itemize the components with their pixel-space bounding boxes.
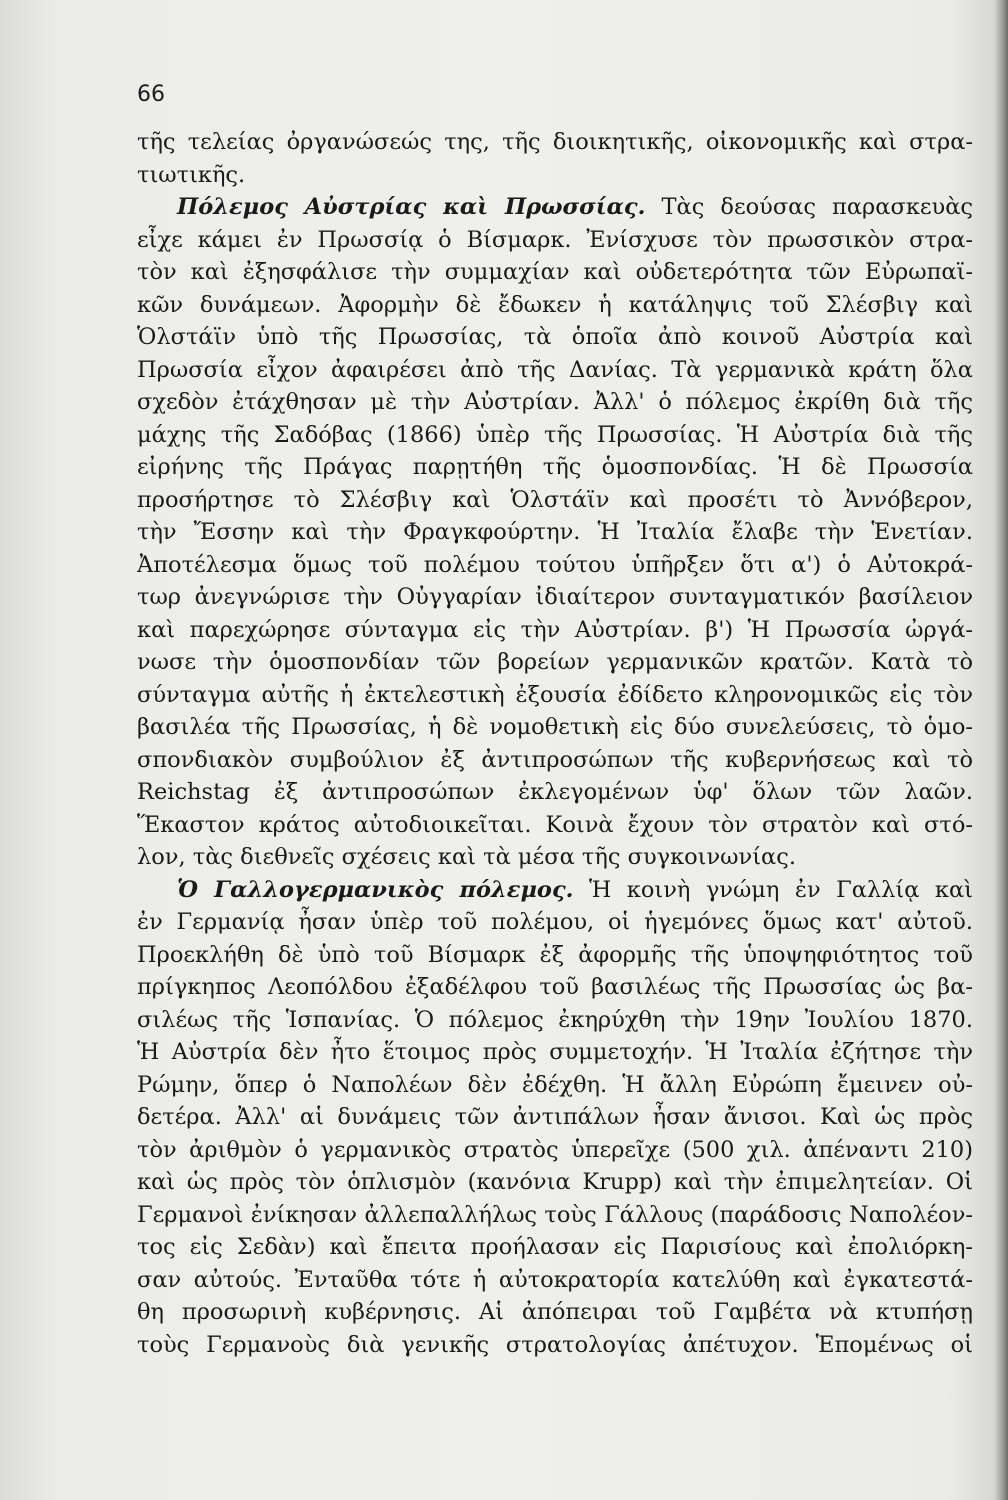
text-line — [137, 744, 973, 777]
text-line — [137, 1296, 973, 1329]
text-line — [137, 386, 973, 419]
text-line — [137, 646, 973, 679]
text-line — [137, 549, 973, 582]
text-line — [137, 419, 973, 452]
text-line — [137, 126, 973, 159]
page-number: 66 — [137, 82, 165, 107]
line-text: τῆς τελείας ὀργανώσεώς της, τῆς διοικητικῆς, οἰκονομικῆς καὶ στρα- — [137, 129, 973, 155]
text-line — [137, 906, 973, 939]
line-text: νωσε τὴν ὁμοσπονδίαν τῶν βορείων γερμανικῶν κρατῶν. Κατὰ τὸ — [137, 649, 973, 675]
line-text: τὸν ἀριθμὸν ὁ γερμανικὸς στρατὸς ὑπερεῖχε (500 χιλ. ἀπέναντι 210) — [137, 1136, 973, 1163]
text-line — [137, 1036, 973, 1069]
text-line — [137, 1166, 973, 1199]
text-line — [137, 289, 973, 322]
body-text — [137, 126, 973, 1361]
text-line — [137, 809, 973, 842]
line-text: εἶχε κάμει ἐν Πρωσσίᾳ ὁ Βίσμαρκ. Ἐνίσχυσε τὸν πρωσσικὸν στρα- — [137, 226, 973, 253]
line-text: σαν αὐτούς. Ἐνταῦθα τότε ἡ αὐτοκρατορία κατελύθη καὶ ἐγκατεστά- — [137, 1266, 973, 1293]
text-line — [137, 614, 973, 647]
text-line — [137, 776, 973, 809]
line-text: Ρώμην, ὅπερ ὁ Ναπολέων δὲν ἐδέχθη. Ἡ ἄλλη Εὐρώπη ἔμεινεν οὐ- — [137, 1071, 973, 1098]
text-line — [137, 1069, 973, 1102]
text-line — [137, 711, 973, 744]
line-text: Γερμανοὶ ἐνίκησαν ἀλλεπαλλήλως τοὺς Γάλλους (παράδοσις Ναπολέον- — [137, 1201, 973, 1228]
text-line — [137, 321, 973, 354]
line-text: Τὰς δεούσας παρασκευὰς — [645, 194, 973, 220]
line-text: τὸν καὶ ἐξησφάλισε τὴν συμμαχίαν καὶ οὐδετερότητα τῶν Εὐρωπαϊ- — [137, 259, 973, 285]
line-text: Ὁλστάϊν ὑπὸ τῆς Πρωσσίας, τὰ ὁποῖα ἀπὸ κοινοῦ Αὐστρία καὶ — [137, 324, 973, 350]
line-text: Reichstag ἐξ ἀντιπροσώπων ἐκλεγομένων ὑφ' ὅλων τῶν λαῶν. — [137, 779, 973, 805]
text-line — [137, 679, 973, 712]
text-line — [137, 451, 973, 484]
line-text: σχεδὸν ἐτάχθησαν μὲ τὴν Αὐστρίαν. Ἀλλ' ὁ πόλεμος ἐκρίθη διὰ τῆς — [137, 389, 973, 415]
line-text: τωρ ἀνεγνώρισε τὴν Οὐγγαρίαν ἰδιαίτερον συνταγματικόν βασίλειον — [137, 584, 973, 610]
line-text: Προεκλήθη δὲ ὑπὸ τοῦ Βίσμαρκ ἐξ ἀφορμῆς τῆς ὑποψηφιότητος τοῦ — [137, 941, 973, 968]
text-line — [137, 191, 973, 224]
line-text: τος εἰς Σεδὰν) καὶ ἔπειτα προήλασαν εἰς Παρισίους καὶ ἐπολιόρκη- — [137, 1234, 973, 1260]
text-line — [137, 1199, 973, 1232]
text-line — [137, 1134, 973, 1167]
text-line — [137, 841, 973, 874]
line-text: προσήρτησε τὸ Σλέσβιγ καὶ Ὁλστάϊν καὶ προσέτι τὸ Ἀννόβερον, — [137, 486, 973, 513]
text-line — [137, 484, 973, 517]
text-line — [137, 516, 973, 549]
text-line — [137, 1329, 973, 1362]
line-text: Ἀποτέλεσμα ὅμως τοῦ πολέμου τούτου ὑπῆρξεν ὅτι α') ὁ Αὐτοκρά- — [137, 551, 973, 578]
text-line — [137, 1101, 973, 1134]
line-text: Ἡ Αὐστρία δὲν ἦτο ἕτοιμος πρὸς συμμετοχήν. Ἡ Ἰταλία ἐζήτησε τὴν — [137, 1039, 973, 1065]
text-line — [137, 874, 973, 907]
line-text: τοὺς Γερμανοὺς διὰ γενικῆς στρατολογίας ἀπέτυχον. Ἑπομένως οἱ — [137, 1331, 973, 1358]
line-text: καὶ ὡς πρὸς τὸν ὁπλισμὸν (κανόνια Krupp) καὶ τὴν ἐπιμελητείαν. Οἱ — [137, 1169, 973, 1195]
page-edge-shadow — [994, 0, 1008, 1500]
line-text: θη προσωρινὴ κυβέρνησις. Αἱ ἀπόπειραι τοῦ Γαμβέτα νὰ κτυπήσῃ — [137, 1299, 973, 1325]
text-line — [137, 159, 973, 192]
line-text: κῶν δυνάμεων. Ἀφορμὴν δὲ ἔδωκεν ἡ κατάληψις τοῦ Σλέσβιγ καὶ — [137, 291, 973, 318]
line-text: καὶ παρεχώρησε σύνταγμα εἰς τὴν Αὐστρίαν. β') Ἡ Πρωσσία ὠργά- — [137, 616, 973, 643]
text-line — [137, 1231, 973, 1264]
line-text: Πρωσσία εἶχον ἀφαιρέσει ἀπὸ τῆς Δανίας. Τὰ γερμανικὰ κράτη ὅλα — [137, 356, 973, 383]
line-text: εἰρήνης τῆς Πράγας παρῃτήθη τῆς ὁμοσπονδίας. Ἡ δὲ Πρωσσία — [137, 454, 973, 480]
line-text: μάχης τῆς Σαδόβας (1866) ὑπὲρ τῆς Πρωσσίας. Ἡ Αὐστρία διὰ τῆς — [137, 421, 973, 448]
text-line — [137, 1264, 973, 1297]
line-text: Ἕκαστον κράτος αὐτοδιοικεῖται. Κοινὰ ἔχουν τὸν στρατὸν καὶ στό- — [137, 811, 973, 838]
text-line — [137, 256, 973, 289]
text-line — [137, 354, 973, 387]
text-line — [137, 939, 973, 972]
text-line — [137, 1004, 973, 1037]
section-heading: Πόλεμος Αὐστρίας καὶ Πρωσσίας. — [177, 194, 646, 220]
line-text: τιωτικῆς. — [137, 161, 246, 188]
text-line — [137, 581, 973, 614]
text-line — [137, 224, 973, 257]
section-heading: Ὁ Γαλλογερμανικὸς πόλεμος. — [177, 876, 574, 903]
line-text: τὴν Ἔσσην καὶ τὴν Φραγκφούρτην. Ἡ Ἰταλία ἔλαβε τὴν Ἑνετίαν. — [137, 519, 973, 545]
line-text: σιλέως τῆς Ἱσπανίας. Ὁ πόλεμος ἐκηρύχθη τὴν 19ην Ἰουλίου 1870. — [137, 1006, 973, 1033]
line-text: σύνταγμα αὐτῆς ἡ ἐκτελεστικὴ ἐξουσία ἐδίδετο κληρονομικῶς εἰς τὸν — [137, 681, 973, 708]
line-text: ἐν Γερμανίᾳ ἦσαν ὑπὲρ τοῦ πολέμου, οἱ ἡγεμόνες ὅμως κατ' αὐτοῦ. — [137, 909, 973, 935]
line-text: λον, τὰς διεθνεῖς σχέσεις καὶ τὰ μέσα τῆς συγκοινωνίας. — [137, 844, 796, 870]
line-text: σπονδιακὸν συμβούλιον ἐξ ἀντιπροσώπων τῆς κυβερνήσεως καὶ τὸ — [137, 746, 973, 773]
text-line — [137, 971, 973, 1004]
line-text: δετέρα. Ἀλλ' αἱ δυνάμεις τῶν ἀντιπάλων ἦσαν ἄνισοι. Καὶ ὡς πρὸς — [137, 1104, 973, 1130]
line-text: Ἡ κοινὴ γνώμη ἐν Γαλλίᾳ καὶ — [573, 876, 973, 903]
line-text: βασιλέα τῆς Πρωσσίας, ἡ δὲ νομοθετικὴ εἰς δύο συνελεύσεις, τὸ ὁμο- — [137, 714, 973, 740]
line-text: πρίγκηπος Λεοπόλδου ἐξαδέλφου τοῦ βασιλέως τῆς Πρωσσίας ὡς βα- — [137, 974, 973, 1000]
